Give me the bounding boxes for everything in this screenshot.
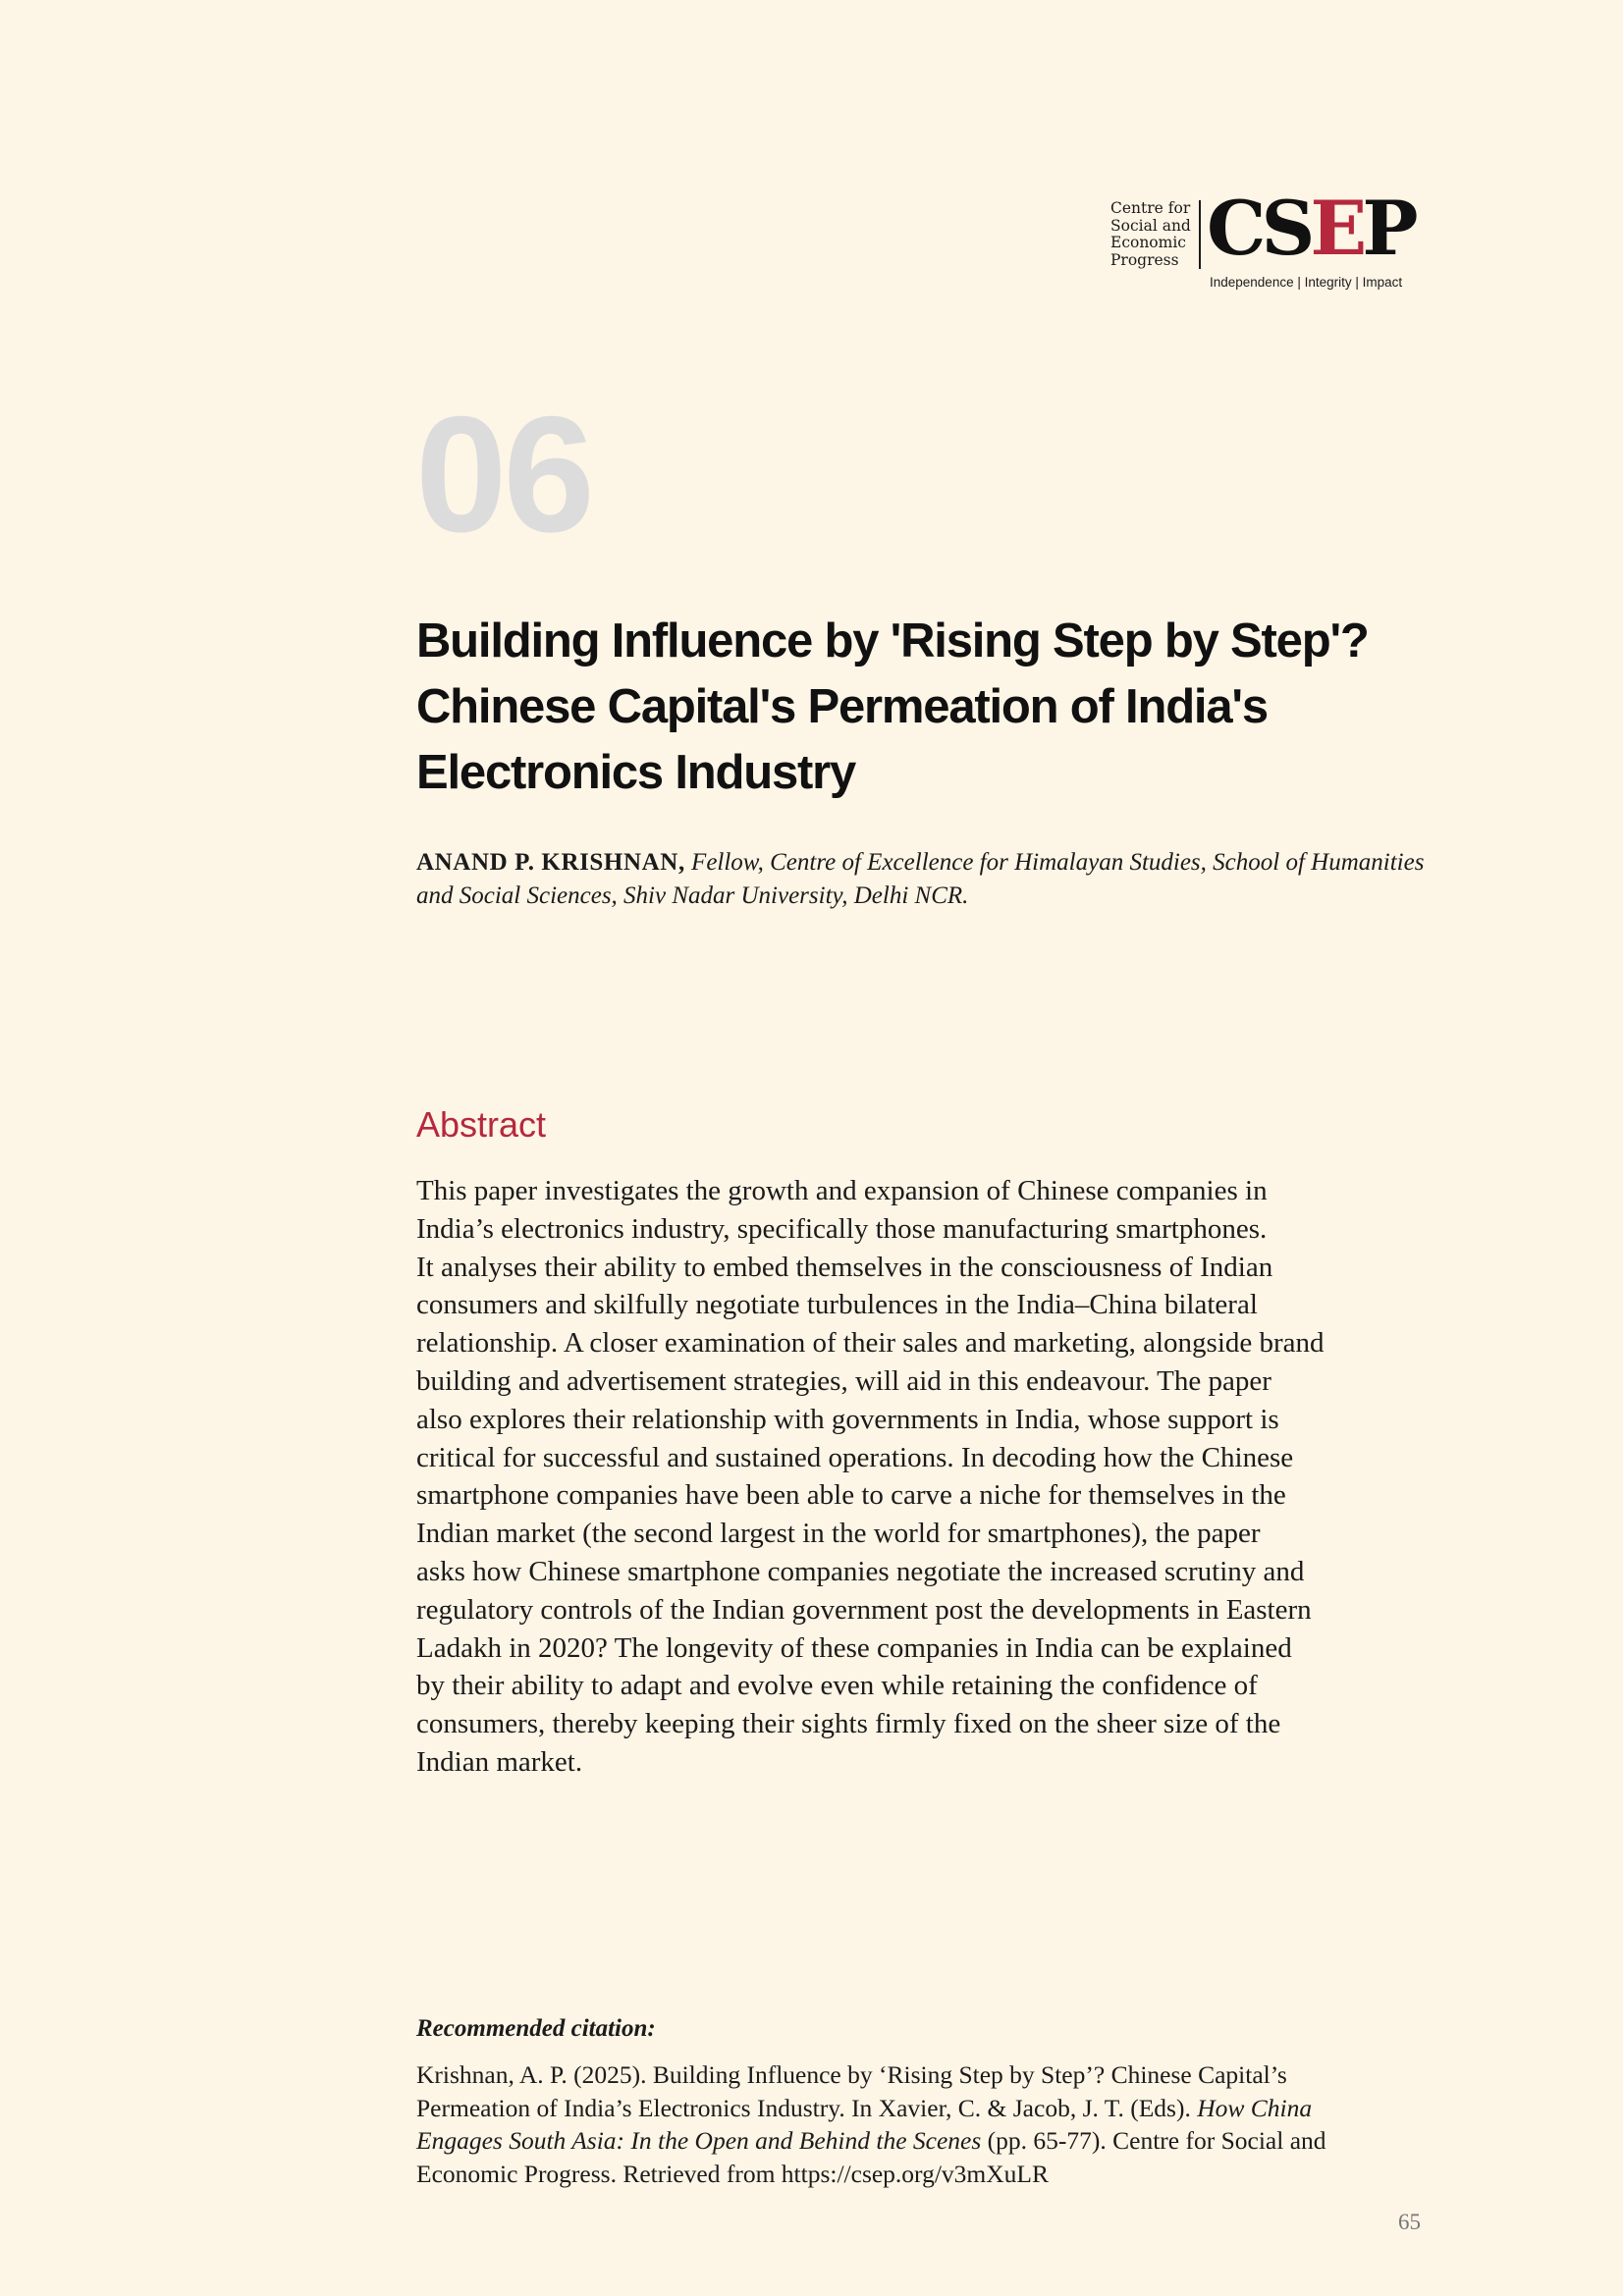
abstract-line: building and advertisement strategies, will aid in this endeavour. The paper (416, 1364, 1271, 1397)
citation-line: Permeation of India’s Electronics Industry. In Xavier, C. & Jacob, J. T. (Eds). How China (416, 2093, 1313, 2122)
title-line: Chinese Capital's Permeation of India's (416, 680, 1268, 733)
citation-heading: Recommended citation: (416, 2015, 656, 2042)
abstract-line: Ladakh in 2020? The longevity of these companies in India can be explained (416, 1631, 1292, 1664)
abstract-line: This paper investigates the growth and expansion of Chinese companies in (416, 1175, 1268, 1206)
citation-line: Economic Progress. Retrieved from https://csep.org/v3mXuLR (416, 2159, 1050, 2188)
abstract-line: consumers, thereby keeping their sights firmly fixed on the sheer size of the (416, 1708, 1281, 1740)
abstract-body (416, 1172, 1477, 1782)
logo-org-name: Centre for Social and Economic Progress (1110, 199, 1191, 269)
abstract-line: asks how Chinese smartphone companies negotiate the increased scrutiny and (416, 1555, 1305, 1587)
author-affiliation: Fellow, Centre of Excellence for Himalayan Studies, School of Humanities and Social Sciences, Shiv Nadar University, Delhi NCR. (416, 849, 1425, 909)
abstract-heading: Abstract (416, 1104, 547, 1145)
title-line: Electronics Industry (416, 746, 856, 799)
abstract-line: relationship. A closer examination of their sales and marketing, alongside brand (416, 1327, 1325, 1360)
citation-body (416, 2058, 1477, 2190)
logo-divider (1199, 200, 1201, 269)
logo-wordmark: CSEP (1207, 185, 1414, 272)
logo-tagline: Independence | Integrity | Impact (1210, 275, 1403, 290)
abstract-line: Indian market. (416, 1745, 583, 1778)
paper-title (416, 609, 1457, 806)
author-name: ANAND P. KRISHNAN, (416, 849, 685, 876)
abstract-line: consumers and skilfully negotiate turbulences in the India–China bilateral (416, 1289, 1258, 1321)
chapter-number: 06 (415, 382, 591, 566)
csep-logo (1108, 185, 1432, 296)
citation-line: Engages South Asia: In the Open and Behind the Scenes (pp. 65-77). Centre for Social and (416, 2126, 1326, 2155)
abstract-line: India’s electronics industry, specifically those manufacturing smartphones. (416, 1212, 1268, 1245)
citation-line: Krishnan, A. P. (2025). Building Influence by ‘Rising Step by Step’? Chinese Capital’s (416, 2060, 1287, 2089)
abstract-line: Indian market (the second largest in the world for smartphones), the paper (416, 1518, 1261, 1550)
abstract-line: It analyses their ability to embed themselves in the consciousness of Indian (416, 1251, 1273, 1283)
author-block (416, 846, 1457, 913)
abstract-line: also explores their relationship with governments in India, whose support is (416, 1403, 1279, 1435)
title-line: Building Influence by 'Rising Step by Step'? (416, 614, 1369, 667)
abstract-line: critical for successful and sustained operations. In decoding how the Chinese (416, 1441, 1294, 1473)
abstract-line: regulatory controls of the Indian government post the developments in Eastern (416, 1593, 1312, 1626)
abstract-line: smartphone companies have been able to carve a niche for themselves in the (416, 1479, 1286, 1512)
abstract-line: by their ability to adapt and evolve even while retaining the confidence of (416, 1670, 1258, 1702)
page-number: 65 (1398, 2210, 1421, 2234)
